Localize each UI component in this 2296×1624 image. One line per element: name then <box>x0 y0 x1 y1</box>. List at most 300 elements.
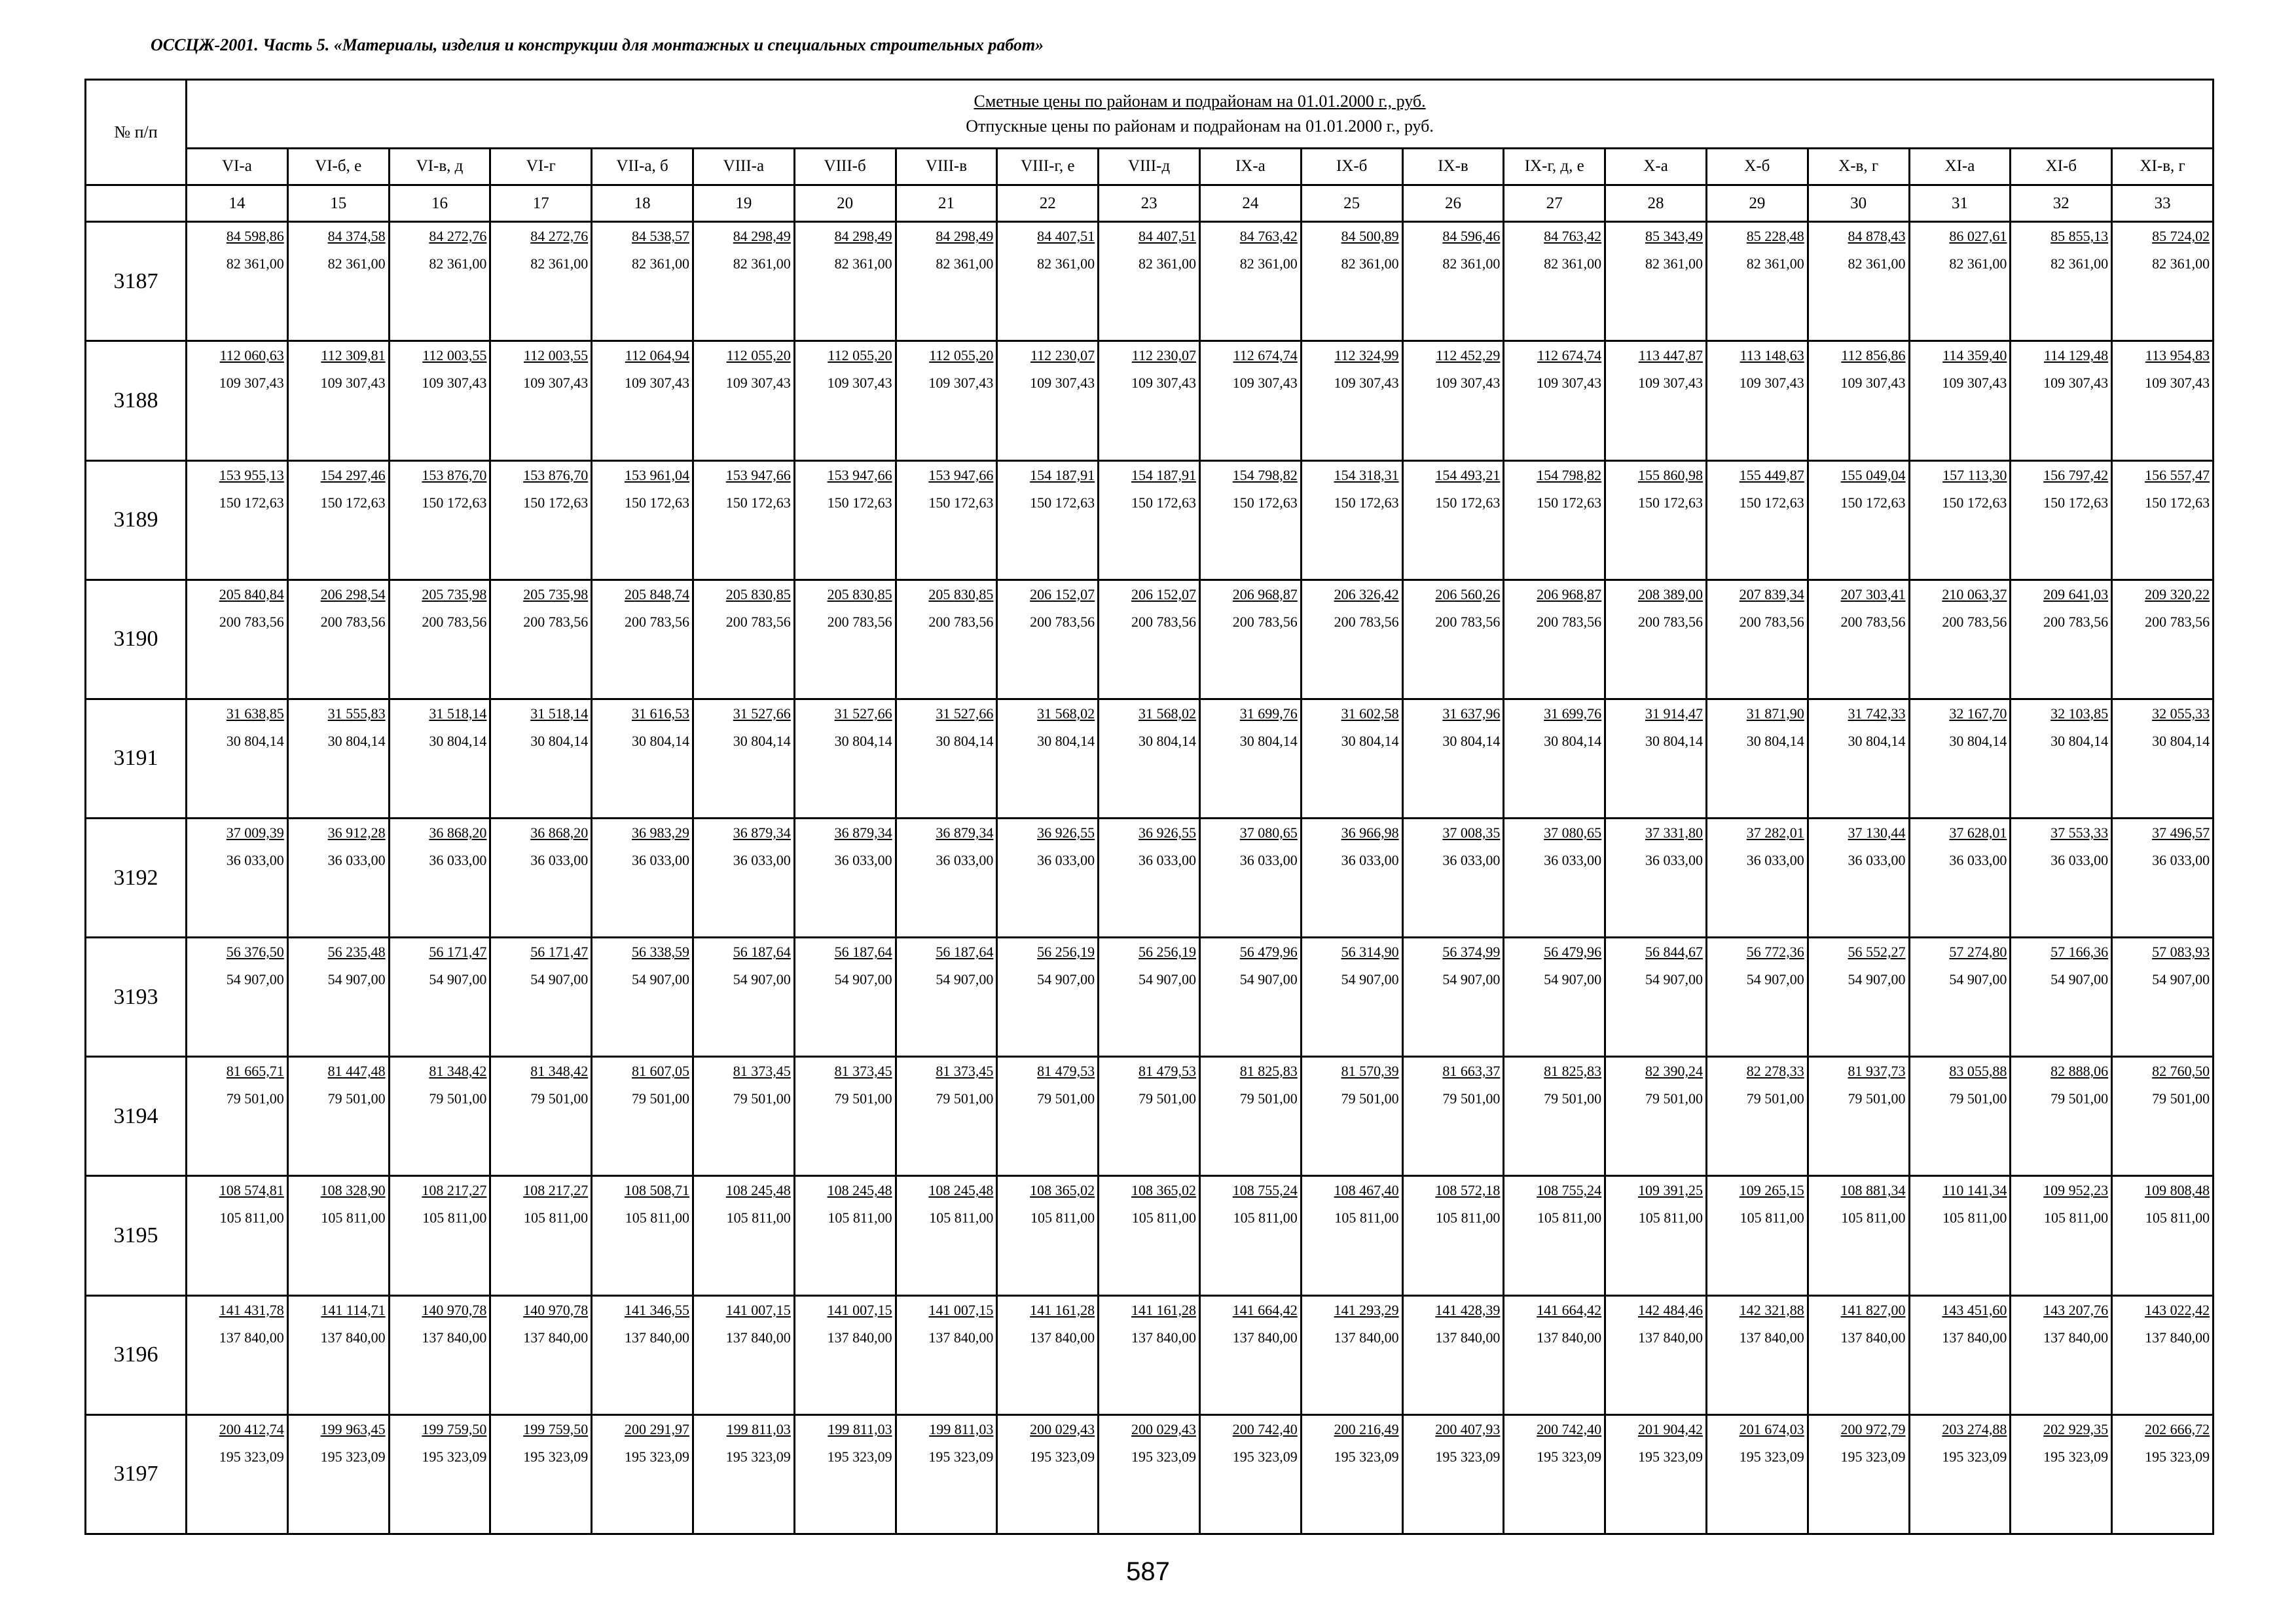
price-cell <box>794 580 896 699</box>
release-price: 105 811,00 <box>1131 1209 1196 1227</box>
price-cell <box>1706 580 1808 699</box>
release-price: 79 501,00 <box>429 1090 487 1107</box>
price-cell <box>1099 1414 1200 1534</box>
estimate-price: 84 763,42 <box>1239 228 1298 245</box>
estimate-price: 56 187,64 <box>936 944 994 961</box>
item-number: 3195 <box>86 1176 187 1295</box>
price-cell <box>1605 1057 1707 1176</box>
release-price: 200 783,56 <box>1840 613 1906 630</box>
price-cell <box>1909 699 2011 818</box>
price-cell <box>1199 699 1301 818</box>
price-cell <box>1605 1176 1707 1295</box>
release-price: 105 811,00 <box>929 1209 994 1227</box>
estimate-price: 199 963,45 <box>320 1420 386 1437</box>
price-cell <box>794 1176 896 1295</box>
column-number: 30 <box>1808 185 1909 222</box>
estimate-price: 56 376,50 <box>226 944 284 961</box>
item-number: 3191 <box>86 699 187 818</box>
release-price: 195 323,09 <box>1942 1448 2007 1465</box>
item-number: 3190 <box>86 580 187 699</box>
price-cell <box>1909 1295 2011 1414</box>
estimate-price: 31 568,02 <box>1037 705 1095 722</box>
release-price: 79 501,00 <box>1239 1090 1298 1107</box>
price-cell <box>1199 580 1301 699</box>
release-price: 137 840,00 <box>1131 1329 1196 1346</box>
price-cell <box>490 938 592 1057</box>
release-price: 79 501,00 <box>936 1090 994 1107</box>
release-price: 195 323,09 <box>1435 1448 1501 1465</box>
price-cell <box>1706 1057 1808 1176</box>
district-header: IX-б <box>1301 148 1402 185</box>
column-number: 22 <box>997 185 1099 222</box>
estimate-price: 154 187,91 <box>1131 466 1196 483</box>
release-price: 137 840,00 <box>1334 1329 1399 1346</box>
price-cell <box>592 222 693 341</box>
price-cell <box>1808 341 1909 460</box>
price-cell <box>1402 819 1504 938</box>
estimate-price: 36 868,20 <box>530 824 589 841</box>
item-number: 3193 <box>86 938 187 1057</box>
release-price: 150 172,63 <box>422 494 487 511</box>
release-price: 200 783,56 <box>1131 613 1196 630</box>
price-cell <box>389 460 490 580</box>
release-price: 30 804,14 <box>733 732 791 749</box>
price-cell <box>187 1414 288 1534</box>
release-price: 109 307,43 <box>928 375 994 392</box>
release-price: 82 361,00 <box>429 255 487 272</box>
estimate-price: 155 860,98 <box>1637 466 1703 483</box>
np-header: № п/п <box>86 80 187 185</box>
price-cell <box>1402 1295 1504 1414</box>
price-cell <box>1808 1295 1909 1414</box>
estimate-price: 206 152,07 <box>1131 585 1196 602</box>
price-cell <box>187 1176 288 1295</box>
price-cell <box>693 460 794 580</box>
release-price: 137 840,00 <box>928 1329 994 1346</box>
estimate-price: 112 452,29 <box>1436 347 1501 364</box>
estimate-price: 208 389,00 <box>1637 585 1703 602</box>
estimate-price: 32 055,33 <box>2152 705 2210 722</box>
price-cell <box>997 1057 1099 1176</box>
estimate-price: 200 291,97 <box>624 1420 689 1437</box>
release-price: 109 307,43 <box>2145 375 2210 392</box>
estimate-price: 141 007,15 <box>827 1301 892 1318</box>
price-cell <box>287 460 389 580</box>
price-cell <box>896 580 997 699</box>
price-cell <box>2112 1176 2214 1295</box>
price-cell <box>2011 1176 2112 1295</box>
release-price: 30 804,14 <box>327 732 386 749</box>
release-price: 195 323,09 <box>422 1448 487 1465</box>
release-price: 82 361,00 <box>1645 255 1703 272</box>
release-price: 109 307,43 <box>1942 375 2007 392</box>
estimate-price: 108 755,24 <box>1537 1182 1602 1199</box>
price-cell <box>490 1295 592 1414</box>
estimate-price: 85 343,49 <box>1645 228 1703 245</box>
price-cell <box>389 222 490 341</box>
price-cell <box>1402 222 1504 341</box>
estimate-price: 81 825,83 <box>1239 1063 1298 1080</box>
price-cell <box>2112 1057 2214 1176</box>
estimate-price: 82 888,06 <box>2050 1063 2109 1080</box>
price-cell <box>2011 580 2112 699</box>
district-header: IX-г, д, е <box>1504 148 1605 185</box>
estimate-price: 114 129,48 <box>2043 347 2109 364</box>
estimate-price: 56 171,47 <box>429 944 487 961</box>
estimate-price: 206 968,87 <box>1232 585 1298 602</box>
estimate-price: 112 055,20 <box>828 347 892 364</box>
price-cell <box>896 699 997 818</box>
release-price: 200 783,56 <box>1537 613 1602 630</box>
estimate-price: 113 954,83 <box>2145 347 2210 364</box>
price-cell <box>1706 222 1808 341</box>
estimate-price: 31 527,66 <box>733 705 791 722</box>
estimate-price: 31 527,66 <box>834 705 892 722</box>
price-cell <box>389 699 490 818</box>
estimate-price: 57 274,80 <box>1949 944 2007 961</box>
table-row <box>86 938 2214 1057</box>
price-cell <box>1099 819 1200 938</box>
release-price: 36 033,00 <box>2050 852 2109 869</box>
document-header: ОССЦЖ-2001. Часть 5. «Материалы, изделия и конструкции для монтажных и специальных строительных работ» <box>151 35 1044 54</box>
estimate-price: 108 217,27 <box>422 1182 487 1199</box>
price-cell <box>1301 699 1402 818</box>
release-price: 195 323,09 <box>1334 1448 1399 1465</box>
estimate-price: 84 298,49 <box>936 228 994 245</box>
release-price: 109 307,43 <box>523 375 589 392</box>
price-cell <box>896 938 997 1057</box>
release-price: 109 307,43 <box>1739 375 1804 392</box>
release-price: 109 307,43 <box>1232 375 1298 392</box>
release-price: 30 804,14 <box>834 732 892 749</box>
release-price: 150 172,63 <box>1942 494 2007 511</box>
price-cell <box>187 341 288 460</box>
price-cell <box>592 699 693 818</box>
price-cell <box>287 819 389 938</box>
price-cell <box>1605 819 1707 938</box>
price-cell <box>1808 1057 1909 1176</box>
price-cell <box>389 1057 490 1176</box>
release-price: 195 323,09 <box>320 1448 386 1465</box>
release-price: 105 811,00 <box>1942 1209 2007 1227</box>
release-price: 137 840,00 <box>1739 1329 1804 1346</box>
estimate-price: 114 359,40 <box>1942 347 2007 364</box>
estimate-price: 154 493,21 <box>1435 466 1501 483</box>
price-cell <box>2011 1295 2112 1414</box>
price-cell <box>2112 580 2214 699</box>
column-number: 24 <box>1199 185 1301 222</box>
release-price: 30 804,14 <box>429 732 487 749</box>
release-price: 36 033,00 <box>631 852 689 869</box>
estimate-price: 143 022,42 <box>2145 1301 2210 1318</box>
estimate-price: 153 955,13 <box>219 466 284 483</box>
estimate-price: 81 373,45 <box>834 1063 892 1080</box>
estimate-price: 82 390,24 <box>1645 1063 1703 1080</box>
estimate-price: 56 552,27 <box>1848 944 1906 961</box>
release-price: 82 361,00 <box>631 255 689 272</box>
district-header: VII-а, б <box>592 148 693 185</box>
district-header: XI-а <box>1909 148 2011 185</box>
price-cell <box>896 460 997 580</box>
release-price: 105 811,00 <box>1030 1209 1095 1227</box>
estimate-price: 56 479,96 <box>1544 944 1602 961</box>
release-price: 36 033,00 <box>1949 852 2007 869</box>
release-price: 36 033,00 <box>936 852 994 869</box>
release-price: 195 323,09 <box>1637 1448 1703 1465</box>
estimate-price: 37 496,57 <box>2152 824 2210 841</box>
release-price: 109 307,43 <box>1030 375 1095 392</box>
table-row <box>86 1295 2214 1414</box>
release-price: 150 172,63 <box>523 494 589 511</box>
estimate-price: 85 724,02 <box>2152 228 2210 245</box>
estimate-price: 112 230,07 <box>1131 347 1196 364</box>
release-price: 150 172,63 <box>1637 494 1703 511</box>
estimate-price: 199 811,03 <box>726 1420 791 1437</box>
release-price: 109 307,43 <box>422 375 487 392</box>
price-cell <box>1301 580 1402 699</box>
column-number: 28 <box>1605 185 1707 222</box>
estimate-price: 209 320,22 <box>2145 585 2210 602</box>
column-number: 33 <box>2112 185 2214 222</box>
price-cell <box>1199 1057 1301 1176</box>
release-price: 137 840,00 <box>1637 1329 1703 1346</box>
release-price: 79 501,00 <box>327 1090 386 1107</box>
estimate-price: 209 641,03 <box>2043 585 2109 602</box>
release-price: 105 811,00 <box>1841 1209 1906 1227</box>
column-number: 27 <box>1504 185 1605 222</box>
table-row <box>86 460 2214 580</box>
estimate-price: 84 298,49 <box>834 228 892 245</box>
estimate-price: 154 318,31 <box>1334 466 1399 483</box>
price-cell <box>1909 938 2011 1057</box>
release-price: 195 323,09 <box>1030 1448 1095 1465</box>
item-number: 3189 <box>86 460 187 580</box>
estimate-price: 31 518,14 <box>429 705 487 722</box>
table-row <box>86 580 2214 699</box>
estimate-price: 205 848,74 <box>624 585 689 602</box>
release-price: 200 783,56 <box>1739 613 1804 630</box>
price-cell <box>2112 222 2214 341</box>
price-cell <box>1605 938 1707 1057</box>
estimate-price: 205 830,85 <box>827 585 892 602</box>
price-cell <box>490 1414 592 1534</box>
estimate-price: 108 365,02 <box>1030 1182 1095 1199</box>
estimate-price: 202 929,35 <box>2043 1420 2109 1437</box>
release-price: 150 172,63 <box>725 494 791 511</box>
estimate-price: 153 947,66 <box>928 466 994 483</box>
price-cell <box>1099 580 1200 699</box>
estimate-price: 81 665,71 <box>226 1063 284 1080</box>
estimate-price: 199 811,03 <box>929 1420 994 1437</box>
estimate-price: 156 797,42 <box>2043 466 2109 483</box>
release-price: 200 783,56 <box>1637 613 1703 630</box>
district-header: VI-б, е <box>287 148 389 185</box>
release-price: 109 307,43 <box>1435 375 1501 392</box>
price-cell <box>1808 1176 1909 1295</box>
estimate-price: 200 216,49 <box>1334 1420 1399 1437</box>
estimate-price: 206 560,26 <box>1435 585 1501 602</box>
release-price: 36 033,00 <box>327 852 386 869</box>
release-price: 137 840,00 <box>624 1329 689 1346</box>
price-cell <box>1099 222 1200 341</box>
price-cell <box>1199 1414 1301 1534</box>
table-row <box>86 341 2214 460</box>
estimate-price: 206 152,07 <box>1030 585 1095 602</box>
price-cell <box>997 1176 1099 1295</box>
release-price: 150 172,63 <box>1131 494 1196 511</box>
price-cell <box>1808 222 1909 341</box>
estimate-price: 205 735,98 <box>523 585 589 602</box>
price-cell <box>1706 341 1808 460</box>
price-cell <box>1301 222 1402 341</box>
price-cell <box>2011 341 2112 460</box>
price-cell <box>997 1295 1099 1414</box>
price-cell <box>1099 1295 1200 1414</box>
estimate-price: 201 674,03 <box>1739 1420 1804 1437</box>
estimate-price: 81 607,05 <box>631 1063 689 1080</box>
estimate-price: 142 321,88 <box>1739 1301 1804 1318</box>
price-cell <box>1099 1057 1200 1176</box>
release-price: 150 172,63 <box>928 494 994 511</box>
estimate-price: 206 326,42 <box>1334 585 1399 602</box>
price-cell <box>1504 460 1605 580</box>
release-price: 105 811,00 <box>2043 1209 2109 1227</box>
estimate-price: 141 007,15 <box>725 1301 791 1318</box>
release-price: 82 361,00 <box>834 255 892 272</box>
release-price: 30 804,14 <box>1949 732 2007 749</box>
price-cell <box>187 460 288 580</box>
release-price: 137 840,00 <box>422 1329 487 1346</box>
estimate-price: 56 338,59 <box>631 944 689 961</box>
release-price: 82 361,00 <box>1037 255 1095 272</box>
price-cell <box>389 1414 490 1534</box>
release-price: 109 307,43 <box>219 375 284 392</box>
estimate-price: 153 876,70 <box>422 466 487 483</box>
estimate-price: 112 324,99 <box>1334 347 1399 364</box>
price-cell <box>2011 1414 2112 1534</box>
price-cell <box>896 819 997 938</box>
estimate-price: 56 187,64 <box>834 944 892 961</box>
estimate-price: 36 912,28 <box>327 824 386 841</box>
district-header: XI-в, г <box>2112 148 2214 185</box>
price-cell <box>287 1414 389 1534</box>
release-price: 30 804,14 <box>936 732 994 749</box>
release-price: 30 804,14 <box>1138 732 1196 749</box>
release-price: 105 811,00 <box>219 1209 284 1227</box>
estimate-price: 81 937,73 <box>1848 1063 1906 1080</box>
price-cell <box>896 1057 997 1176</box>
release-price: 200 783,56 <box>928 613 994 630</box>
release-price: 200 783,56 <box>827 613 892 630</box>
estimate-price: 82 760,50 <box>2152 1063 2210 1080</box>
column-number: 17 <box>490 185 592 222</box>
release-price: 105 811,00 <box>1334 1209 1399 1227</box>
estimate-price: 84 374,58 <box>327 228 386 245</box>
estimate-price: 153 876,70 <box>523 466 589 483</box>
release-price: 150 172,63 <box>1030 494 1095 511</box>
release-price: 54 907,00 <box>2050 971 2109 988</box>
price-cell <box>187 938 288 1057</box>
estimate-price: 199 811,03 <box>828 1420 892 1437</box>
estimate-price: 36 879,34 <box>834 824 892 841</box>
release-price: 105 811,00 <box>828 1209 892 1227</box>
release-price: 79 501,00 <box>1341 1090 1399 1107</box>
price-cell <box>1199 1295 1301 1414</box>
estimate-price: 56 256,19 <box>1138 944 1196 961</box>
estimate-price: 84 298,49 <box>733 228 791 245</box>
estimate-price: 112 003,55 <box>524 347 589 364</box>
release-price: 195 323,09 <box>1232 1448 1298 1465</box>
estimate-price: 153 961,04 <box>624 466 689 483</box>
price-cell <box>1504 222 1605 341</box>
estimate-price: 108 574,81 <box>219 1182 284 1199</box>
release-price: 195 323,09 <box>827 1448 892 1465</box>
estimate-price: 37 331,80 <box>1645 824 1703 841</box>
estimate-price: 84 538,57 <box>631 228 689 245</box>
estimate-price: 108 572,18 <box>1435 1182 1501 1199</box>
estimate-price: 108 467,40 <box>1334 1182 1399 1199</box>
estimate-price: 37 080,65 <box>1239 824 1298 841</box>
price-cell <box>1099 341 1200 460</box>
release-price: 30 804,14 <box>226 732 284 749</box>
district-header: VI-а <box>187 148 288 185</box>
price-cell <box>1706 819 1808 938</box>
release-price: 195 323,09 <box>725 1448 791 1465</box>
price-cell <box>1301 341 1402 460</box>
release-price: 200 783,56 <box>624 613 689 630</box>
price-cell <box>592 1295 693 1414</box>
release-price: 54 907,00 <box>1239 971 1298 988</box>
release-price: 195 323,09 <box>624 1448 689 1465</box>
estimate-price: 109 952,23 <box>2043 1182 2109 1199</box>
release-price: 109 307,43 <box>1537 375 1602 392</box>
estimate-price: 81 373,45 <box>733 1063 791 1080</box>
price-cell <box>2112 1295 2214 1414</box>
release-price: 30 804,14 <box>2152 732 2210 749</box>
price-cell <box>1706 460 1808 580</box>
estimate-price: 207 303,41 <box>1840 585 1906 602</box>
estimate-price: 201 904,42 <box>1637 1420 1703 1437</box>
estimate-price: 141 664,42 <box>1537 1301 1602 1318</box>
release-price: 109 307,43 <box>1334 375 1399 392</box>
estimate-price: 36 879,34 <box>733 824 791 841</box>
release-price: 195 323,09 <box>523 1448 589 1465</box>
column-number: 26 <box>1402 185 1504 222</box>
estimate-price: 199 759,50 <box>422 1420 487 1437</box>
estimate-price: 202 666,72 <box>2145 1420 2210 1437</box>
release-price: 82 361,00 <box>936 255 994 272</box>
price-cell <box>1504 1295 1605 1414</box>
estimate-price: 56 187,64 <box>733 944 791 961</box>
district-header: VIII-а <box>693 148 794 185</box>
release-price: 54 907,00 <box>631 971 689 988</box>
price-cell <box>187 699 288 818</box>
release-price: 195 323,09 <box>1840 1448 1906 1465</box>
price-cell <box>1808 580 1909 699</box>
estimate-price: 84 598,86 <box>226 228 284 245</box>
price-cell <box>1402 1414 1504 1534</box>
estimate-price: 141 007,15 <box>928 1301 994 1318</box>
price-cell <box>997 819 1099 938</box>
estimate-price: 113 148,63 <box>1740 347 1804 364</box>
estimate-price: 84 407,51 <box>1138 228 1196 245</box>
estimate-price: 56 235,48 <box>327 944 386 961</box>
estimate-price: 36 926,55 <box>1138 824 1196 841</box>
price-cell <box>287 938 389 1057</box>
estimate-price: 37 282,01 <box>1746 824 1804 841</box>
price-cell <box>997 1414 1099 1534</box>
estimate-price: 31 638,85 <box>226 705 284 722</box>
